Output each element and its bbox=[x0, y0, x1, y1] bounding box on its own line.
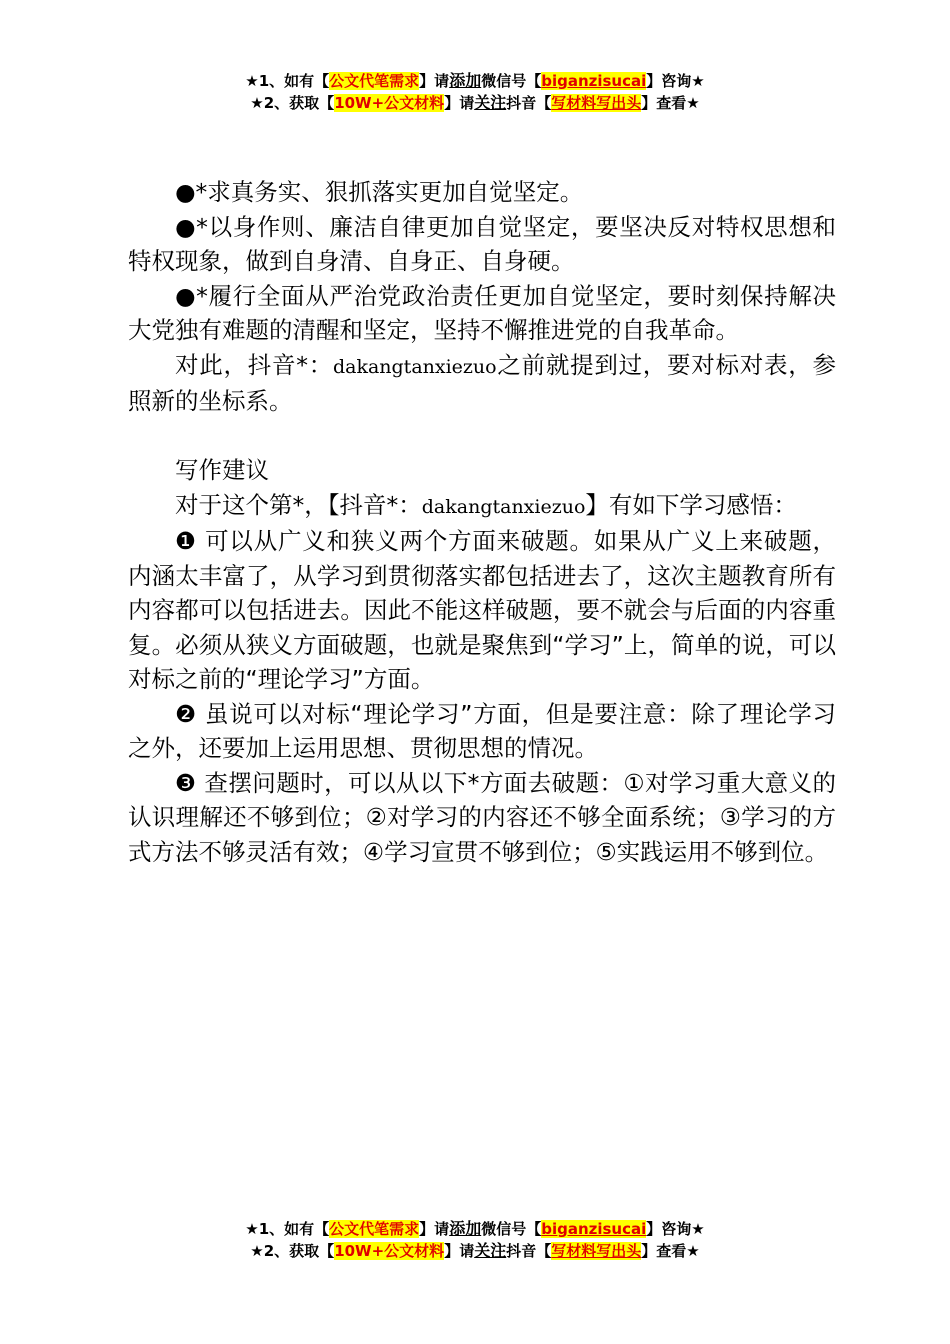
paragraph-reference bbox=[128, 348, 836, 419]
paragraph-intro-text-2: 】有如下学习感悟： bbox=[585, 490, 797, 519]
bullet-paragraph-2: ●*以身作则、廉洁自律更加自觉坚定，要坚决反对特权思想和特权现象，做到自身清、自身正、自身硬。 bbox=[128, 212, 836, 275]
footer-douyin-account: 写材料写出头 bbox=[551, 1242, 642, 1260]
blank-line bbox=[128, 419, 836, 454]
douyin-id: dakangtanxiezuo bbox=[332, 355, 497, 378]
header-line1-highlight-service: 公文代笔需求 bbox=[329, 72, 420, 90]
header-line2-text-2: 抖音【 bbox=[506, 94, 552, 112]
footer-line2-prefix: ★2、获取【 bbox=[250, 1242, 335, 1260]
footer-line1-suffix: 】咨询★ bbox=[646, 1220, 705, 1238]
footer-line1-underline: 添加 bbox=[449, 1219, 482, 1238]
footer-line-1 bbox=[0, 1218, 950, 1240]
header-line2-text: 】请 bbox=[444, 94, 475, 112]
section-heading: 写作建议 bbox=[175, 456, 269, 484]
header-line1-underline: 添加 bbox=[449, 71, 482, 90]
header-line2-underline: 关注 bbox=[474, 93, 507, 112]
footer-wechat-id: biganzisucai bbox=[541, 1220, 647, 1238]
header-line1-suffix: 】咨询★ bbox=[646, 72, 705, 90]
numbered-point-1: ❶ 可以从广义和狭义两个方面来破题。如果从广义上来破题，内涵太丰富了，从学习到贯彻落实都包括进去了，这次主题教育所有内容都可以包括进去。因此不能这样破题，要不就会与后面的内容重复。必须从狭义方面破题，也就是聚焦到“学习”上，简单的说，可以对标之前的“理论学习”方面。 bbox=[128, 527, 836, 693]
paragraph-intro-text: 对于这个第*，【抖音*： bbox=[175, 490, 422, 519]
header-line1-text-2: 微信号【 bbox=[481, 72, 542, 90]
numbered-point-2: ❷ 虽说可以对标“理论学习”方面，但是要注意：除了理论学习之外，还要加上运用思想、贯彻思想的情况。 bbox=[128, 699, 836, 762]
header-line2-highlight-materials: 10W+公文材料 bbox=[334, 94, 445, 112]
header-banner bbox=[0, 70, 950, 114]
footer-line2-suffix: 】查看★ bbox=[641, 1242, 700, 1260]
paragraph-reference-text-2: 之前就提到过，要对标对表，参照新的坐标系。 bbox=[128, 350, 837, 415]
footer-line1-highlight-service: 公文代笔需求 bbox=[329, 1220, 420, 1238]
footer-line2-text: 】请 bbox=[444, 1242, 475, 1260]
douyin-id-2: dakangtanxiezuo bbox=[421, 495, 586, 518]
header-wechat-id: biganzisucai bbox=[541, 72, 647, 90]
header-line-1 bbox=[0, 70, 950, 92]
footer-line-2 bbox=[0, 1240, 950, 1262]
bullet-paragraph-3: ●*履行全面从严治党政治责任更加自觉坚定，要时刻保持解决大党独有难题的清醒和坚定，坚持不懈推进党的自我革命。 bbox=[128, 281, 836, 344]
document-body bbox=[128, 175, 836, 869]
footer-line2-highlight-materials: 10W+公文材料 bbox=[334, 1242, 445, 1260]
numbered-point-3: ❸ 查摆问题时，可以从以下*方面去破题：①对学习重大意义的认识理解还不够到位；②对学习的内容还不够全面系统；③学习的方式方法不够灵活有效；④学习宣贯不够到位；⑤实践运用不够到位。 bbox=[128, 768, 836, 866]
footer-line1-text-2: 微信号【 bbox=[481, 1220, 542, 1238]
footer-banner bbox=[0, 1218, 950, 1262]
header-line-2 bbox=[0, 92, 950, 114]
footer-line2-text-2: 抖音【 bbox=[506, 1242, 552, 1260]
header-line1-text: 】请 bbox=[419, 72, 450, 90]
footer-line2-underline: 关注 bbox=[474, 1241, 507, 1260]
paragraph-intro bbox=[128, 488, 836, 525]
header-line2-prefix: ★2、获取【 bbox=[250, 94, 335, 112]
header-line1-prefix: ★1、如有【 bbox=[245, 72, 330, 90]
bullet-paragraph-1: ●*求真务实、狠抓落实更加自觉坚定。 bbox=[175, 178, 584, 206]
paragraph-reference-text: 对此，抖音*： bbox=[175, 350, 333, 379]
header-douyin-account: 写材料写出头 bbox=[551, 94, 642, 112]
header-line2-suffix: 】查看★ bbox=[641, 94, 700, 112]
footer-line1-prefix: ★1、如有【 bbox=[245, 1220, 330, 1238]
footer-line1-text: 】请 bbox=[419, 1220, 450, 1238]
